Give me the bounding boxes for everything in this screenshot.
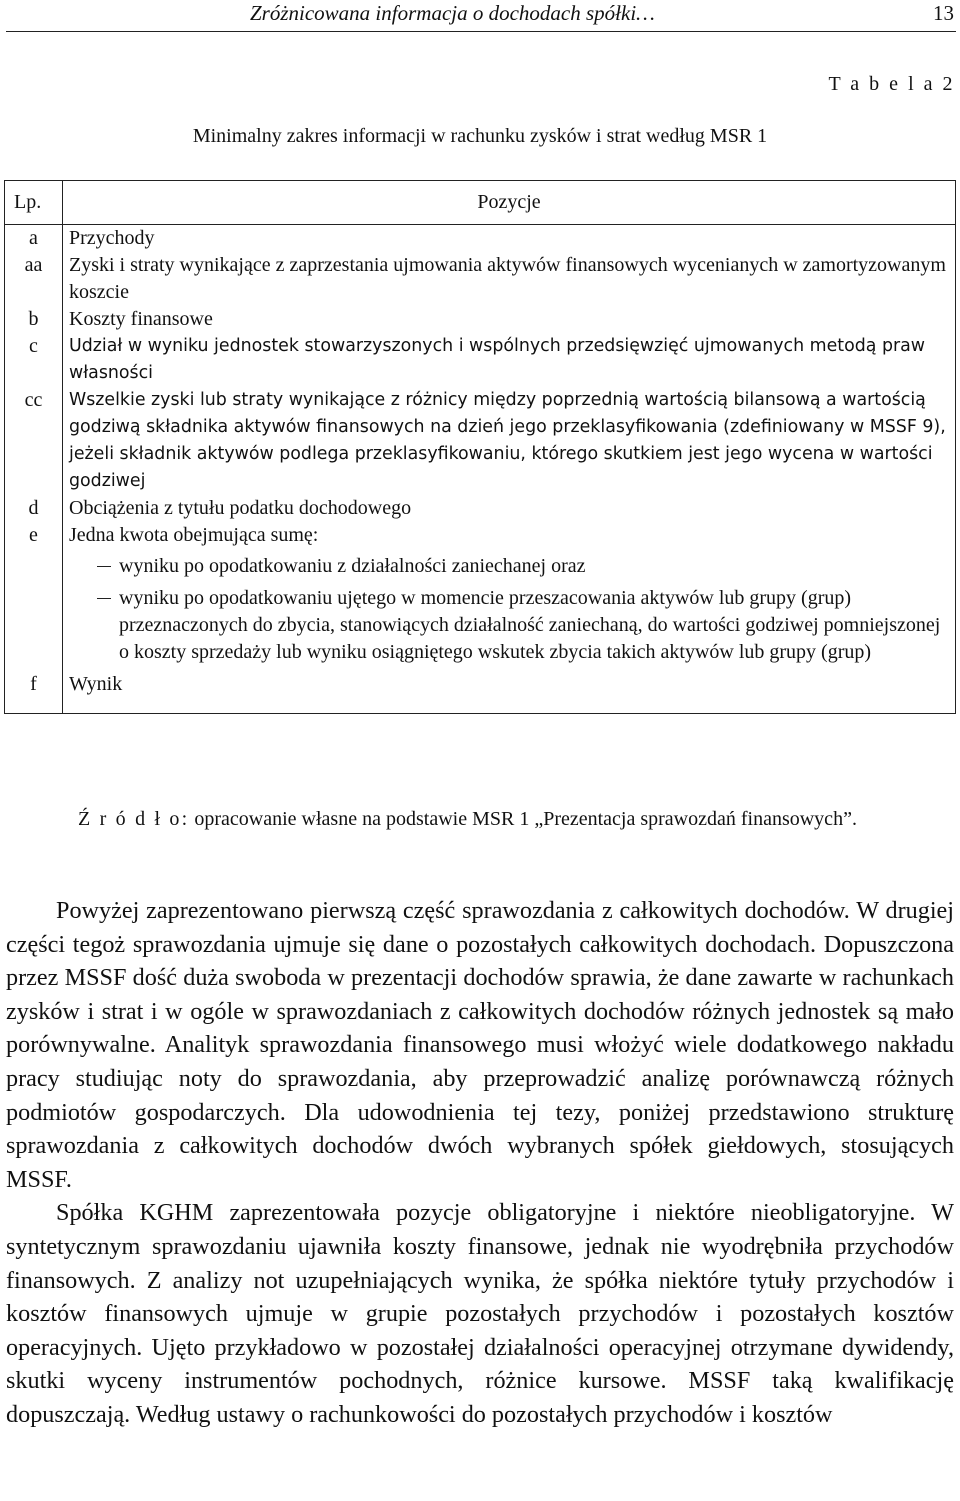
row-code: d [5,495,63,522]
row-code: cc [5,387,63,495]
table-row [5,306,956,333]
row-code: aa [5,252,63,306]
row-text: Wynik [63,671,956,714]
row-text: Koszty finansowe [63,306,956,333]
row-text: Obciążenia z tytułu podatku dochodowego [63,495,956,522]
table-row [5,671,956,714]
table-row [5,333,956,387]
body-text [6,894,954,1432]
source-note [78,808,857,831]
column-header-lp: Lp. [5,181,63,225]
table-row [5,225,956,253]
column-header-pozycje: Pozycje [63,181,956,225]
list-item: wyniku po opodatkowaniu ujętego w momencie przeszacowania aktywów lub grupy (grup) przeznaczonych do zbycia, stanowiących działalność zaniechaną, do wartości godziwej pomniejszonej o koszty sprzedaży lub wyniku osiągniętego wskutek zbycia takich aktywów lub grupy (grup) [69,585,949,666]
row-code: a [5,225,63,253]
row-code: c [5,333,63,387]
list-item: wyniku po opodatkowaniu z działalności zaniechanej oraz [69,553,949,580]
row-code: f [5,671,63,714]
table-row [5,495,956,522]
row-text: Udział w wyniku jednostek stowarzyszonych i wspólnych przedsięwzięć ujmowanych metodą praw własności [63,333,956,387]
row-code: e [5,522,63,671]
row-code: b [5,306,63,333]
source-text: opracowanie własne na podstawie MSR 1 „Prezentacja sprawozdań finansowych”. [194,808,857,830]
table-caption: Minimalny zakres informacji w rachunku zysków i strat według MSR 1 [192,125,768,147]
table-row [5,252,956,306]
page-header [6,0,956,32]
dash-list [69,553,949,666]
row-text: Jedna kwota obejmująca sumę: [69,524,319,546]
table-row [5,522,956,671]
row-text: Przychody [63,225,956,253]
row-text: Wszelkie zyski lub straty wynikające z różnicy między poprzednią wartością bilansową a wartością godziwą składnika aktywów finansowych na dzień jego przeklasyfikowania (zdefiniowany w MSSF 9), jeżeli składnik aktywów podlega przeklasyfikowaniu, którego skutkiem jest jego wycena w wartości godziwej [63,387,956,495]
running-title: Zróżnicowana informacja o dochodach spółki… [250,1,655,25]
row-cell [63,522,956,671]
source-label: Ź r ó d ł o: [78,808,190,830]
table-header-row [5,181,956,225]
paragraph: Spółka KGHM zaprezentowała pozycje obligatoryjne i niektóre nieobligatoryjne. W syntetycznym sprawozdaniu ujawniła koszty finansowe, jednak nie wyodrębniła przychodów finansowych. Z analizy not uzupełniających wynika, że spółka niektóre tytuły przychodów i kosztów finansowych ujmuje w grupie pozostałych przychodów i pozostałych kosztów operacyjnych. Ujęto przykładowo w pozostałej działalności operacyjnej otrzymane dywidendy, skutki wyceny instrumentów pochodnych, różnice kursowe. MSSF taką kwalifikację dopuszczają. Według ustawy o rachunkowości do pozostałych przychodów i kosztów [6,1199,954,1428]
table-row [5,387,956,495]
paragraph: Powyżej zaprezentowano pierwszą część sprawozdania z całkowitych dochodów. W drugiej części tegoż sprawozdania ujmuje się dane o pozostałych całkowitych dochodach. Dopuszczona przez MSSF dość duża swoboda w prezentacji dochodów sprawia, że dane zawarte w rachunkach zysków i strat i w ogóle w sprawozdaniach z całkowitych dochodów różnych jednostek są mało porównywalne. Analityk sprawozdania finansowego musi włożyć wiele dodatkowego nakładu pracy studiując noty do sprawozdania, aby przeprowadzić analizę porównawczą różnych podmiotów gospodarczych. Dla udowodnienia tej tezy, poniżej przedstawiono strukturę sprawozdania z całkowitych dochodów dwóch wybranych spółek giełdowych, stosujących MSSF. [6,897,954,1193]
table-label: T a b e l a 2 [828,73,955,95]
page-number: 13 [933,1,954,25]
msr-table [4,180,956,714]
row-text: Zyski i straty wynikające z zaprzestania ujmowania aktywów finansowych wycenianych w zamortyzowanym koszcie [63,252,956,306]
